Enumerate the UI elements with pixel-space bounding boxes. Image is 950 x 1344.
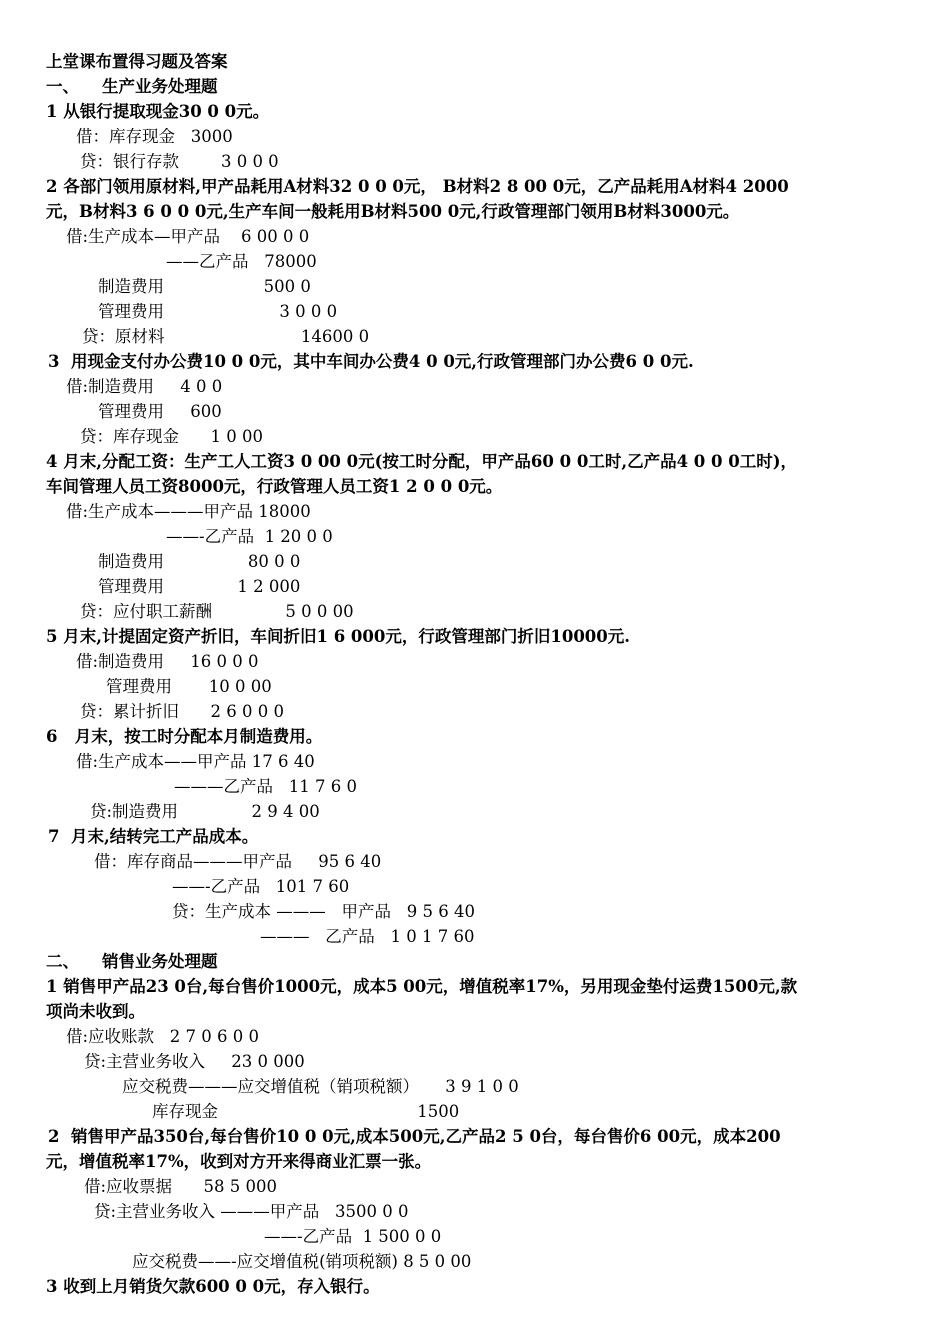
s1-q2-question-line1: 2 各部门领用原材料,甲产品耗用A材料32 0 0 0元， B材料2 8 00 0元，乙产品耗用A材料4 2000 bbox=[46, 177, 789, 196]
s2-q1-entry: 库存现金 1500 bbox=[152, 1102, 460, 1121]
s1-q2-entry: 借:生产成本—甲产品 6 00 0 0 bbox=[66, 227, 310, 246]
s1-q7-entry: 借：库存商品———甲产品 95 6 40 bbox=[94, 852, 382, 871]
section1-heading: 一、 生产业务处理题 bbox=[46, 77, 218, 96]
document-title: 上堂课布置得习题及答案 bbox=[46, 52, 228, 71]
s2-q1-question-line2: 项尚未收到。 bbox=[46, 1002, 145, 1021]
s2-q1-entry: 应交税费———应交增值税（销项税额） 3 9 1 0 0 bbox=[122, 1077, 519, 1096]
s1-q4-entry: 贷：应付职工薪酬 5 0 0 00 bbox=[80, 602, 354, 621]
s1-q3-question: 3 用现金支付办公费10 0 0元，其中车间办公费4 0 0元,行政管理部门办公费6 0 0元. bbox=[48, 352, 694, 371]
s1-q1-debit: 借：库存现金 3000 bbox=[76, 127, 233, 146]
s2-q2-question-line1: 2 销售甲产品350台,每台售价10 0 0元,成本500元,乙产品2 5 0台，每台售价6 00元，成本200 bbox=[48, 1127, 781, 1146]
s1-q7-question: 7 月末,结转完工产品成本。 bbox=[48, 827, 259, 846]
s1-q2-entry: ——乙产品 78000 bbox=[166, 252, 317, 271]
s1-q4-entry: 管理费用 1 2 000 bbox=[98, 577, 301, 596]
s1-q6-entry: 借:生产成本——甲产品 17 6 40 bbox=[76, 752, 315, 771]
s1-q3-entry: 借:制造费用 4 0 0 bbox=[66, 377, 223, 396]
s1-q6-entry: ———乙产品 11 7 6 0 bbox=[174, 777, 357, 796]
s1-q6-entry: 贷:制造费用 2 9 4 00 bbox=[90, 802, 320, 821]
s2-q1-entry: 借:应收账款 2 7 0 6 0 0 bbox=[66, 1027, 260, 1046]
s1-q1-credit: 贷：银行存款 3 0 0 0 bbox=[80, 152, 279, 171]
s2-q1-entry: 贷:主营业务收入 23 0 000 bbox=[84, 1052, 305, 1071]
s2-q2-entry: ——-乙产品 1 500 0 0 bbox=[264, 1227, 442, 1246]
s1-q2-entry: 制造费用 500 0 bbox=[98, 277, 311, 296]
s1-q5-question: 5 月末,计提固定资产折旧，车间折旧1 6 000元，行政管理部门折旧10000元. bbox=[46, 627, 631, 646]
s2-q2-entry: 借:应收票据 58 5 000 bbox=[84, 1177, 278, 1196]
s1-q5-entry: 管理费用 10 0 00 bbox=[106, 677, 272, 696]
s1-q4-entry: 借:生产成本———甲产品 18000 bbox=[66, 502, 311, 521]
s2-q2-entry: 应交税费——-应交增值税(销项税额) 8 5 0 00 bbox=[132, 1252, 472, 1271]
s2-q3-question: 3 收到上月销货欠款600 0 0元，存入银行。 bbox=[46, 1277, 380, 1296]
s1-q5-entry: 借:制造费用 16 0 0 0 bbox=[76, 652, 259, 671]
s2-q2-entry: 贷:主营业务收入 ———甲产品 3500 0 0 bbox=[94, 1202, 409, 1221]
s1-q2-entry: 贷：原材料 14600 0 bbox=[82, 327, 370, 346]
s1-q1-question: 1 从银行提取现金30 0 0元。 bbox=[46, 102, 270, 121]
s2-q1-question-line1: 1 销售甲产品23 0台,每台售价1000元，成本5 00元，增值税率17%，另用现金垫付运费1500元,款 bbox=[46, 977, 798, 996]
s1-q6-question: 6 月末，按工时分配本月制造费用。 bbox=[46, 727, 323, 746]
s1-q7-entry: ——— 乙产品 1 0 1 7 60 bbox=[260, 927, 475, 946]
s1-q3-entry: 贷：库存现金 1 0 00 bbox=[80, 427, 263, 446]
s1-q7-entry: ——-乙产品 101 7 60 bbox=[172, 877, 350, 896]
section2-heading: 二、 销售业务处理题 bbox=[46, 952, 218, 971]
s1-q2-question-line2: 元，B材料3 6 0 0 0元,生产车间一般耗用B材料500 0元,行政管理部门领用B材料3000元。 bbox=[46, 202, 740, 221]
s2-q2-question-line2: 元，增值税率17%，收到对方开来得商业汇票一张。 bbox=[46, 1152, 432, 1171]
s1-q4-entry: 制造费用 80 0 0 bbox=[98, 552, 301, 571]
s1-q7-entry: 贷：生产成本 ——— 甲产品 9 5 6 40 bbox=[172, 902, 475, 921]
s1-q2-entry: 管理费用 3 0 0 0 bbox=[98, 302, 338, 321]
s1-q4-question-line2: 车间管理人员工资8000元，行政管理人员工资1 2 0 0 0元。 bbox=[46, 477, 503, 496]
s1-q4-question-line1: 4 月末,分配工资：生产工人工资3 0 00 0元(按工时分配，甲产品60 0 0工时,乙产品4 0 0 0工时)， bbox=[46, 452, 798, 471]
s1-q4-entry: ——-乙产品 1 20 0 0 bbox=[166, 527, 333, 546]
s1-q3-entry: 管理费用 600 bbox=[98, 402, 222, 421]
s1-q5-entry: 贷：累计折旧 2 6 0 0 0 bbox=[80, 702, 284, 721]
